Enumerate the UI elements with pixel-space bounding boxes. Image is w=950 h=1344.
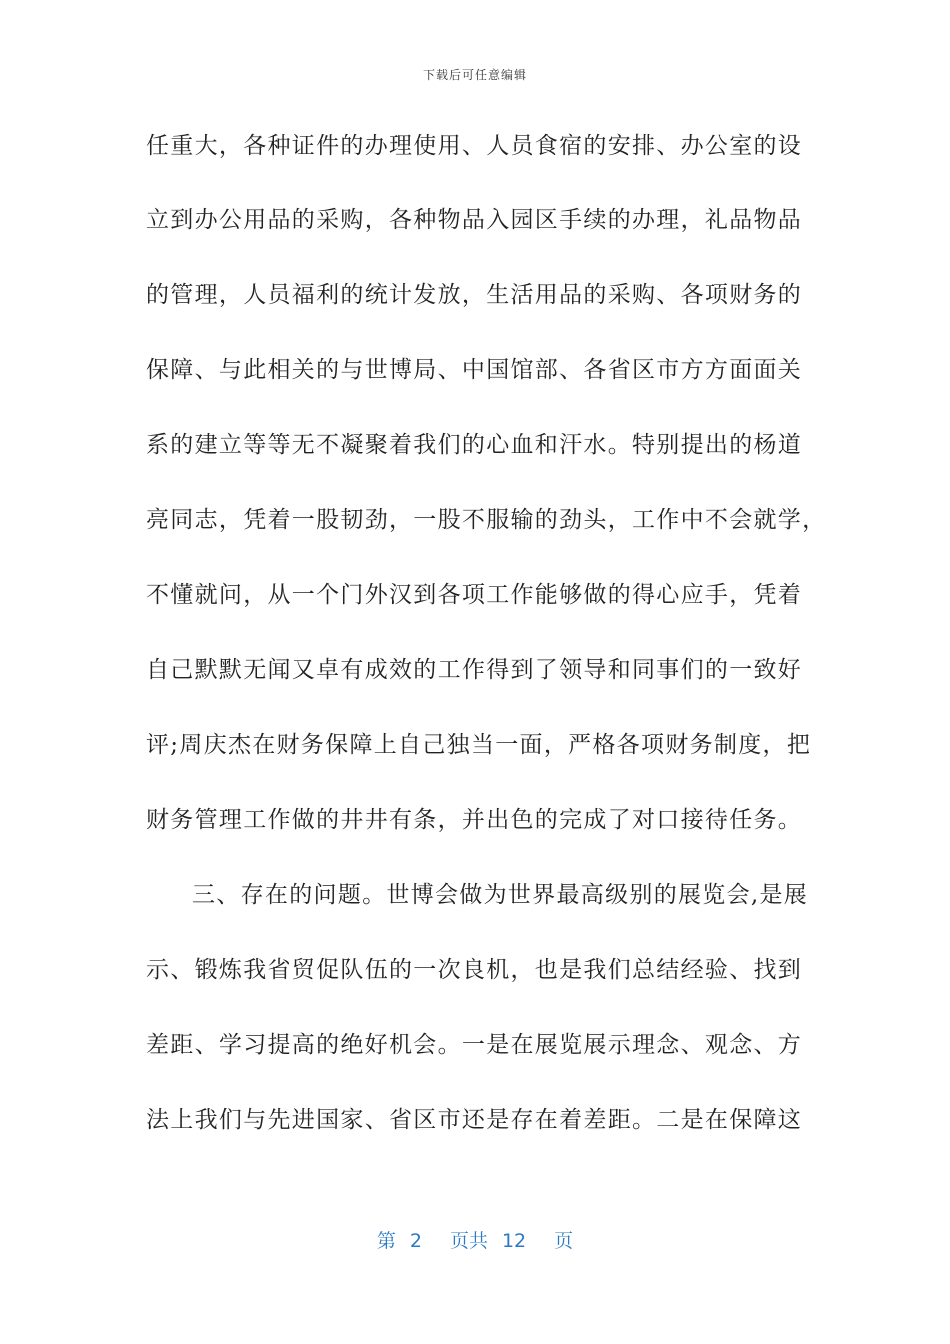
text-line: 亮同志，凭着一股韧劲，一股不服输的劲头，工作中不会就学， — [146, 507, 827, 533]
footer-suffix: 页 — [554, 1230, 574, 1252]
text-line: 系的建立等等无不凝聚着我们的心血和汗水。特别提出的杨道 — [146, 432, 803, 458]
text-line: 保障、与此相关的与世博局、中国馆部、各省区市方方面面关 — [146, 357, 803, 383]
text-line: 差距、学习提高的绝好机会。一是在展览展示理念、观念、方 — [146, 1032, 803, 1058]
text-line: 示、锻炼我省贸促队伍的一次良机，也是我们总结经验、找到 — [146, 957, 803, 983]
paragraph-start-line: 三、存在的问题。世博会做为世界最高级别的展览会,是展 — [192, 882, 809, 908]
total-page-count: 12 — [501, 1230, 527, 1252]
page-footer — [0, 1226, 950, 1253]
text-line: 评;周庆杰在财务保障上自己独当一面，严格各项财务制度，把 — [146, 732, 812, 758]
footer-prefix: 第 — [376, 1230, 396, 1252]
text-line: 不懂就问，从一个门外汉到各项工作能够做的得心应手，凭着 — [146, 582, 803, 608]
text-line: 任重大，各种证件的办理使用、人员食宿的安排、办公室的设 — [146, 133, 803, 159]
page-header: 下载后可任意编辑 — [422, 68, 527, 82]
footer-middle: 页共 — [449, 1230, 488, 1252]
current-page-number: 2 — [409, 1230, 422, 1252]
text-line: 自己默默无闻又卓有成效的工作得到了领导和同事们的一致好 — [146, 657, 803, 683]
text-line: 法上我们与先进国家、省区市还是存在着差距。二是在保障这 — [146, 1107, 803, 1133]
text-line: 的管理，人员福利的统计发放，生活用品的采购、各项财务的 — [146, 282, 803, 308]
text-line: 财务管理工作做的井井有条，并出色的完成了对口接待任务。 — [146, 807, 803, 833]
text-line: 立到办公用品的采购，各种物品入园区手续的办理，礼品物品 — [146, 207, 803, 233]
